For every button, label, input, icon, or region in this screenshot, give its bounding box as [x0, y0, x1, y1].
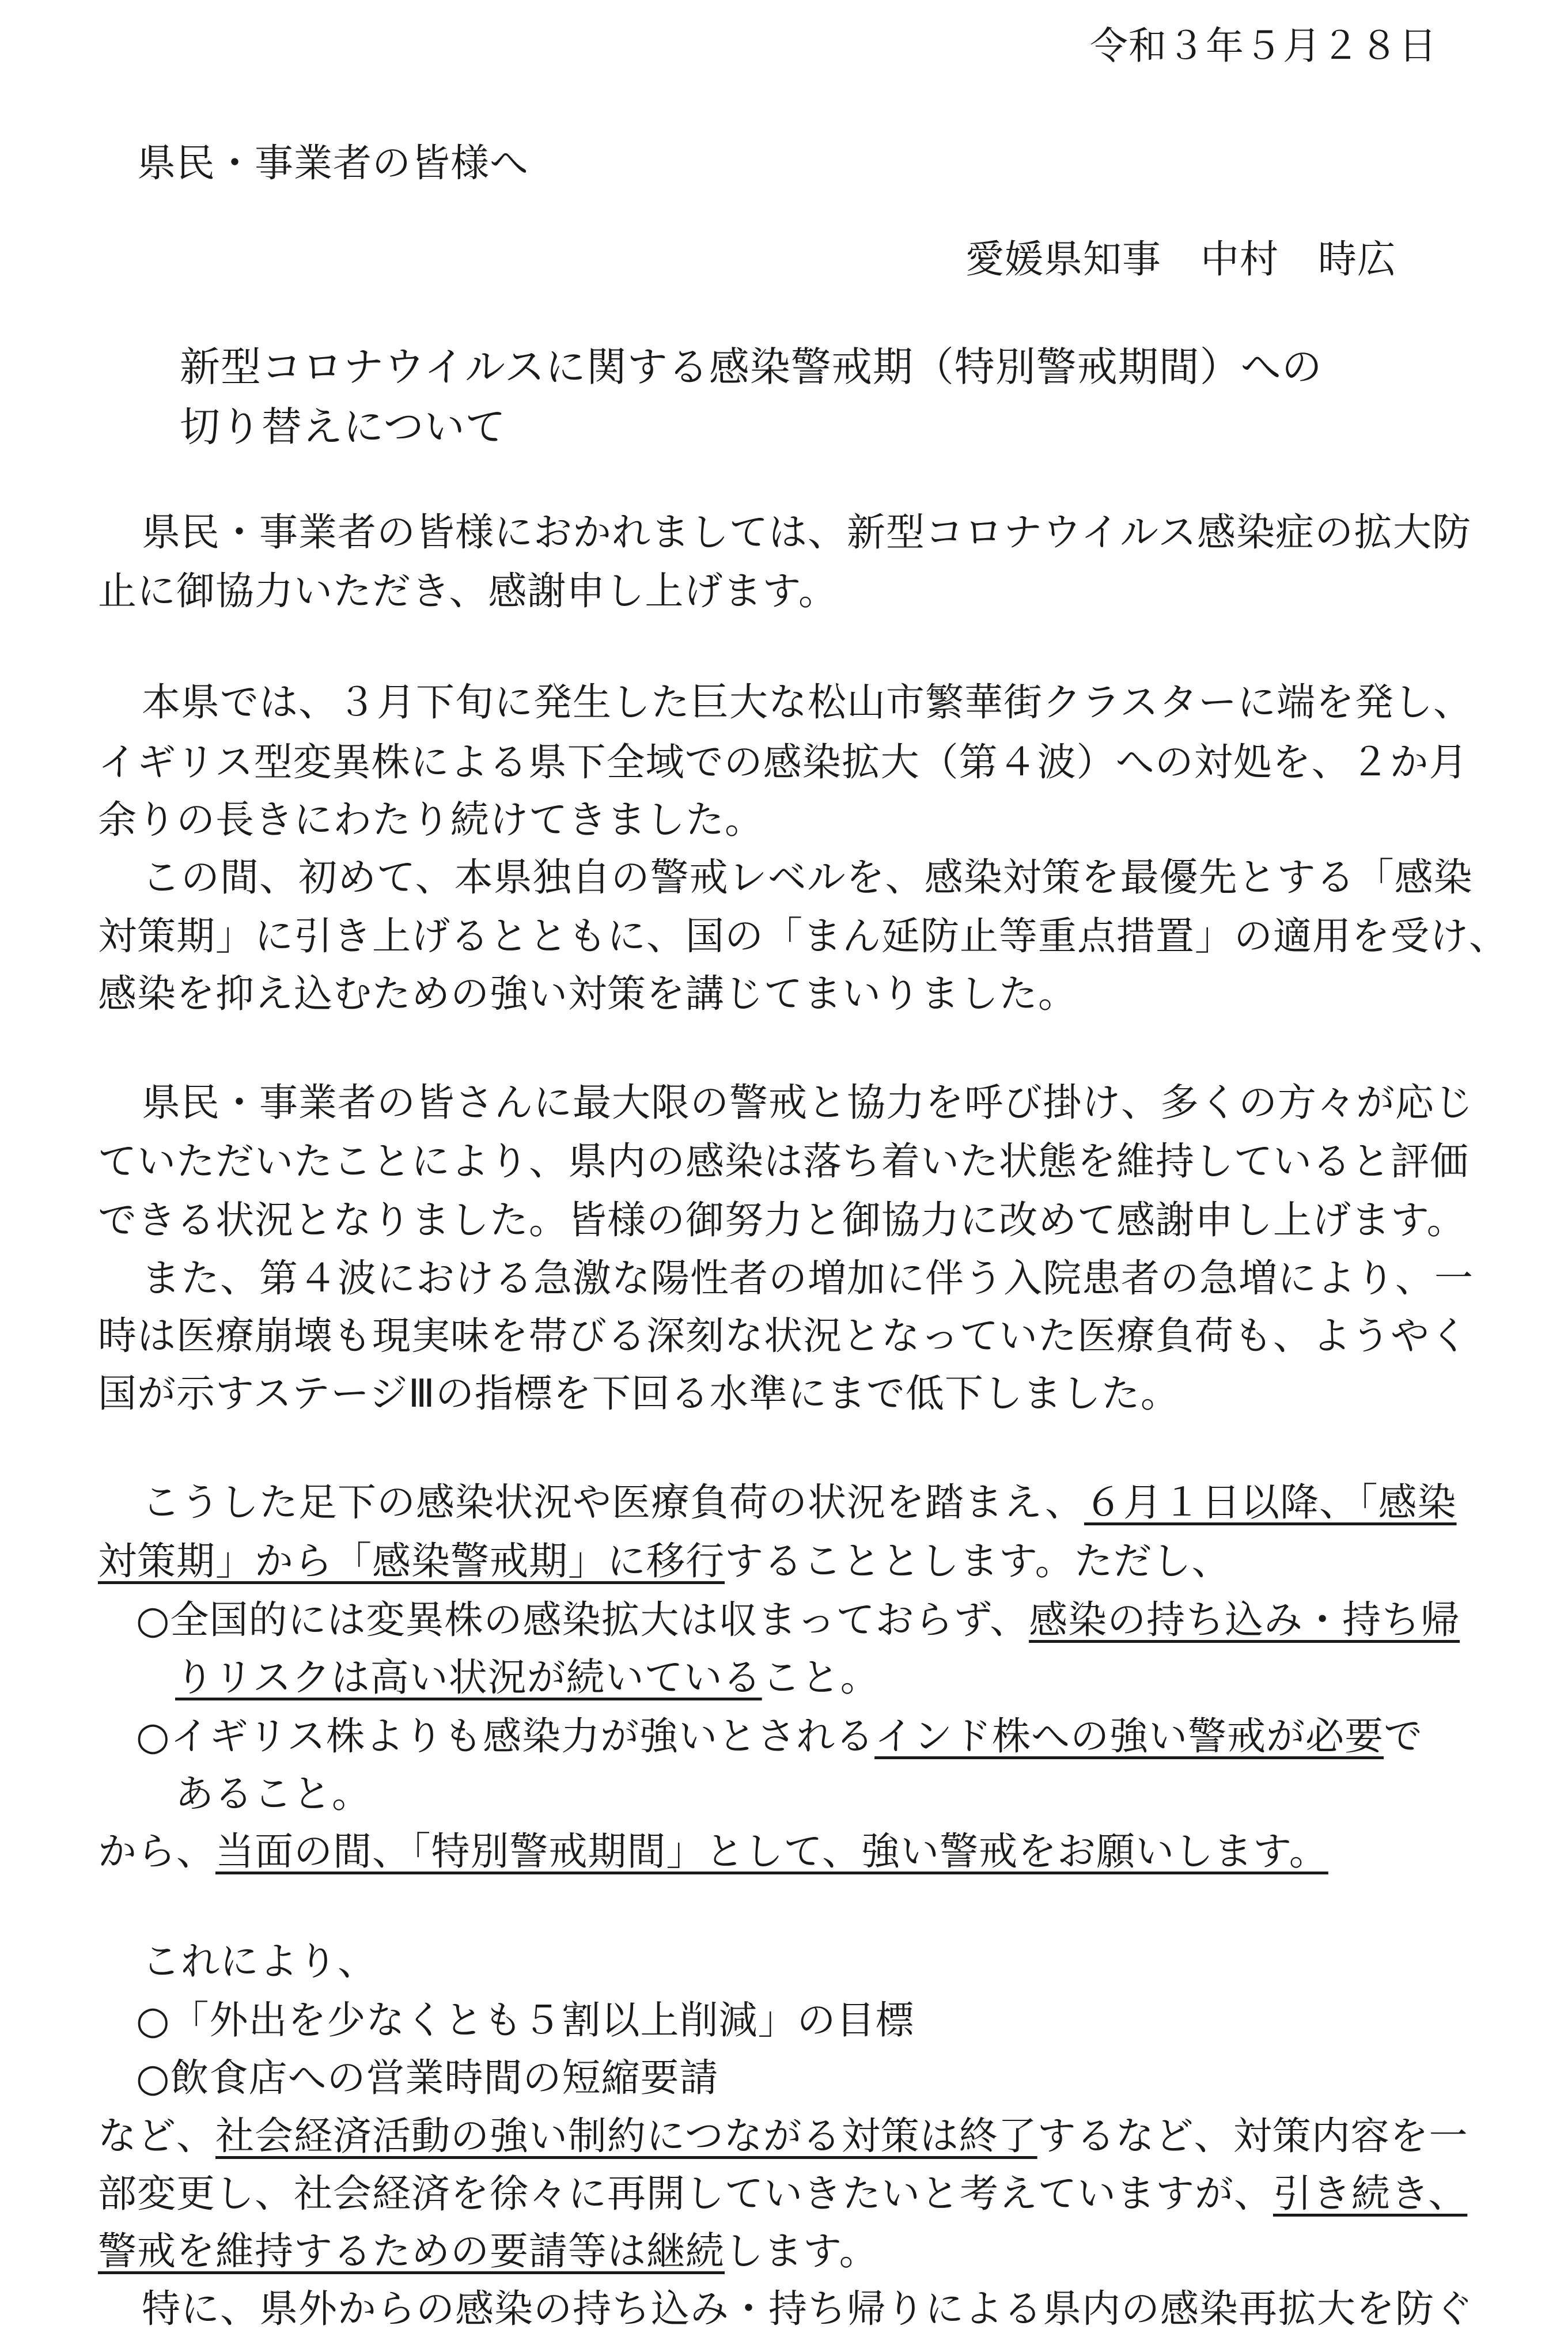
paragraph-6-line-1 [142, 1479, 1457, 1525]
underline-june-1: ６月１日以降、「感染 [1084, 1480, 1457, 1525]
paragraph-2-line-3: 余りの長きにわたり続けてきました。 [98, 797, 764, 842]
paragraph-3-line-1: この間、初めて、本県独自の警戒レベルを、感染対策を最優先とする「感染 [142, 855, 1473, 900]
paragraph-7-line-4: 特に、県外からの感染の持ち込み・持ち帰りによる県内の感染再拡大を防ぐ [142, 2286, 1474, 2331]
bullet-variant-spread-cont [175, 1654, 880, 1700]
paragraph-1-line-2: 止に御協力いただき、感謝申し上げます。 [98, 569, 838, 613]
paragraph-7-line-1-a: など、 [98, 2113, 215, 2158]
underline-high-risk: りリスクは高い状況が続いている [175, 1655, 762, 1700]
underline-transition: 対策期」から「感染警戒期」に移行 [98, 1539, 725, 1584]
bullet-outing-reduction: ○「外出を少なくとも５割以上削減」の目標 [136, 1998, 915, 2043]
paragraph-4-line-1: 県民・事業者の皆さんに最大限の警戒と協力を呼び掛け、多くの方々が応じ [142, 1080, 1474, 1125]
paragraph-7-line-3-b: します。 [725, 2229, 878, 2274]
document-title-line-1: 新型コロナウイルスに関する感染警戒期（特別警戒期間）への [180, 343, 1323, 391]
bullet-india-variant-text: ○イギリス株よりも感染力が強いとされる [136, 1714, 875, 1759]
underline-bring-in-risk: 感染の持ち込み・持ち帰 [1029, 1597, 1460, 1642]
paragraph-7-line-3 [98, 2228, 878, 2274]
bullet-india-variant-suffix: で [1384, 1714, 1423, 1759]
paragraph-7-line-1-c: するなど、対策内容を一 [1037, 2113, 1468, 2158]
bullet-restaurant-hours: ○飲食店への営業時間の短縮要請 [136, 2055, 719, 2100]
paragraph-2-line-1: 本県では、３月下旬に発生した巨大な松山市繁華街クラスターに端を発し、 [142, 680, 1472, 725]
underline-requests-continue: 警戒を維持するための要請等は継続 [98, 2229, 725, 2274]
bullet-variant-spread-text: ○全国的には変異株の感染拡大は収まっておらず、 [136, 1597, 1029, 1642]
paragraph-7-line-2-a: 部変更し、社会経済を徐々に再開していきたいと考えていますが、 [98, 2171, 1273, 2216]
paragraph-4-line-3: できる状況となりました。皆様の御努力と御協力に改めて感謝申し上げます。 [98, 1198, 1466, 1243]
underline-special-alert: 当面の間、「特別警戒期間」として、強い警戒をお願いします。 [215, 1829, 1328, 1874]
paragraph-6-line-3 [98, 1828, 1328, 1874]
document-title-line-2: 切り替えについて [180, 403, 506, 450]
paragraph-1-line-1: 県民・事業者の皆様におかれましては、新型コロナウイルス感染症の拡大防 [142, 510, 1471, 555]
paragraph-7-intro: これにより、 [142, 1939, 377, 1984]
paragraph-5-line-3: 国が示すステージⅢの指標を下回る水準にまで低下しました。 [98, 1371, 1180, 1416]
paragraph-3-line-2: 対策期」に引き上げるとともに、国の「まん延防止等重点措置」の適用を受け、 [98, 914, 1508, 959]
paragraph-6-line-1-text: こうした足下の感染状況や医療負荷の状況を踏まえ、 [142, 1480, 1085, 1525]
bullet-variant-spread [136, 1597, 1460, 1643]
paragraph-7-line-2 [98, 2170, 1467, 2217]
paragraph-3-line-3: 感染を抑え込むための強い対策を講じてまいりました。 [98, 971, 1077, 1016]
paragraph-6-line-2 [98, 1538, 1231, 1584]
paragraph-4-line-2: ていただいたことにより、県内の感染は落ち着いた状態を維持していると評価 [98, 1139, 1469, 1184]
paragraph-7-line-1 [98, 2113, 1468, 2159]
bullet-india-variant [136, 1713, 1423, 1759]
paragraph-2-line-2: イギリス型変異株による県下全域での感染拡大（第４波）への対処を、２か月 [98, 740, 1468, 785]
underline-india-variant: インド株への強い警戒が必要 [874, 1714, 1384, 1759]
underline-end-measures: 社会経済活動の強い制約につながる対策は終了 [215, 2113, 1037, 2158]
paragraph-6-line-2-text: することとします。ただし、 [725, 1539, 1231, 1584]
paragraph-5-line-1: また、第４波における急激な陽性者の増加に伴う入院患者の急増により、一 [142, 1256, 1474, 1301]
bullet-india-variant-cont: あること。 [175, 1771, 371, 1816]
paragraph-5-line-2: 時は医療崩壊も現実味を帯びる深刻な状況となっていた医療負荷も、ようやく [98, 1313, 1469, 1358]
paragraph-6-line-3-text: から、 [98, 1829, 215, 1874]
addressee: 県民・事業者の皆様へ [137, 141, 529, 185]
underline-continue: 引き続き、 [1273, 2171, 1468, 2216]
document-date: 令和３年５月２８日 [1090, 24, 1437, 68]
bullet-variant-spread-end: こと。 [762, 1655, 880, 1700]
sender: 愛媛県知事 中村 時広 [965, 237, 1396, 282]
